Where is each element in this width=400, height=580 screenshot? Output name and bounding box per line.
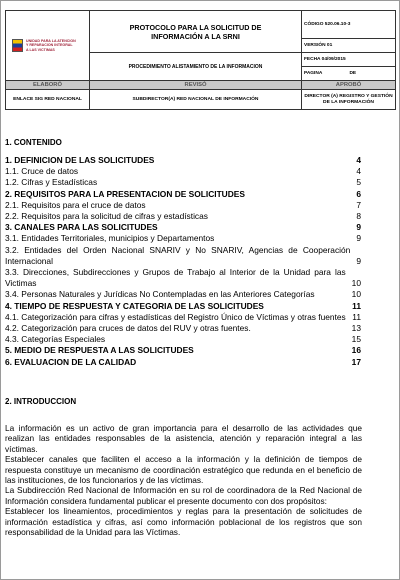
toc-entry[interactable] <box>5 189 361 200</box>
document-header <box>5 10 396 110</box>
toc-entry-title: 1.1. Cruce de datos <box>5 166 79 177</box>
unidad-victimas-logo <box>8 39 87 52</box>
toc-entry-page: 15 <box>351 334 361 345</box>
toc-entry[interactable] <box>5 267 361 289</box>
toc-entry-title: 5. MEDIO DE RESPUESTA A LAS SOLICITUDES <box>5 345 194 356</box>
logo-cell <box>6 11 90 81</box>
colombia-seal-icon <box>12 39 23 52</box>
toc-entry-title: 2.1. Requisitos para el cruce de datos <box>5 199 146 210</box>
toc-entry[interactable] <box>5 155 361 166</box>
toc-entry[interactable] <box>5 177 361 188</box>
toc-entry-page: 7 <box>356 199 361 210</box>
toc-entry[interactable] <box>5 323 361 334</box>
toc-entry-page: 9 <box>356 255 361 266</box>
toc-entry[interactable] <box>5 312 361 323</box>
toc-entry-title: 4.2. Categorización para cruces de datos del RUV y otras fuentes. <box>5 323 251 334</box>
reviso-header: REVISÓ <box>90 81 302 90</box>
table-of-contents <box>5 155 361 368</box>
toc-entry-page: 10 <box>351 278 361 289</box>
aprobo-value: DIRECTOR (A) REGISTRO Y GESTIÓN DE LA INFORMACIÓN <box>302 90 396 110</box>
toc-entry-title: 3.3. Direcciones, Subdirecciones y Grupos de Trabajo al Interior de la Unidad para las Victimas <box>5 267 346 289</box>
reviso-value: SUBDIRECTOR(A) RED NACIONAL DE INFORMACIÓN <box>90 90 302 110</box>
toc-entry-title: 4. TIEMPO DE RESPUESTA Y CATEGORIA DE LAS SOLICITUDES <box>5 300 264 311</box>
toc-entry-title: 6. EVALUACION DE LA CALIDAD <box>5 356 137 367</box>
document-title <box>90 11 302 53</box>
intro-paragraph: La Subdirección Red Nacional de Información en su rol de coordinadora de la Red Nacional de Información considera fundamental publicar el presente documento con dos propósitos: <box>5 485 362 506</box>
logo-line: UNIDAD PARA LA ATENCION <box>26 39 76 44</box>
toc-entry[interactable] <box>5 166 361 177</box>
toc-entry-title: 4.1. Categorización para cifras y estadísticas del Registro Único de Víctimas y otras fuentes <box>5 311 346 322</box>
introduction-body <box>5 423 362 537</box>
toc-entry[interactable] <box>5 245 361 267</box>
toc-entry-page: 6 <box>356 188 361 199</box>
toc-entry-title: 3.1. Entidades Territoriales, municipios y Departamentos <box>5 233 215 244</box>
toc-entry[interactable] <box>5 211 361 222</box>
toc-entry-title: 2.2. Requisitos para la solicitud de cifras y estadísticas <box>5 211 208 222</box>
de-label: DE <box>349 70 357 76</box>
toc-entry-title: 1.2. Cifras y Estadísticas <box>5 177 98 188</box>
toc-entry-page: 9 <box>356 222 361 233</box>
toc-entry[interactable] <box>5 200 361 211</box>
pagina-cell <box>302 67 396 81</box>
toc-entry[interactable] <box>5 222 361 233</box>
toc-entry-page: 9 <box>356 233 361 244</box>
toc-entry[interactable] <box>5 233 361 244</box>
toc-entry[interactable] <box>5 289 361 300</box>
toc-entry-title: 4.3. Categorías Especiales <box>5 334 106 345</box>
toc-entry-title: 1. DEFINICION DE LAS SOLICITUDES <box>5 155 155 165</box>
toc-heading: 1. CONTENIDO <box>5 138 62 147</box>
intro-paragraph: Establecer los lineamientos, procedimientos y reglas para la presentación de solicitudes de información estadística y cifras, así como información poblacional de los registros que son responsabilidad de la Unidad para las Víctimas. <box>5 506 362 538</box>
pagina-label: PAGINA <box>304 70 323 76</box>
toc-entry-page: 10 <box>351 289 361 300</box>
title-line: INFORMACIÓN A LA SRNI <box>151 31 240 41</box>
logo-line: A LAS VICTIMAS <box>26 47 55 52</box>
toc-entry-page: 11 <box>352 300 361 311</box>
toc-entry-page: 13 <box>351 323 361 334</box>
toc-entry-page: 16 <box>351 345 361 356</box>
version-cell: VERSIÓN 01 <box>302 39 396 53</box>
toc-entry-title: 2. REQUISITOS PARA LA PRESENTACION DE SOLICITUDES <box>5 188 245 199</box>
intro-paragraph: La información es un activo de gran importancia para el desarrollo de las actividades que realizan las entidades responsables de la asistencia, atención y reparación integral a las víctimas. <box>5 423 362 454</box>
toc-entry-page: 5 <box>356 177 361 188</box>
toc-entry-page: 4 <box>356 166 361 177</box>
toc-entry-page: 17 <box>351 356 361 367</box>
toc-entry-title: 3.2. Entidades del Orden Nacional SNARIV y No SNARIV, Agencias de Cooperación Internacional <box>5 244 351 266</box>
toc-entry-page: 11 <box>352 311 361 322</box>
intro-heading: 2. INTRODUCCION <box>5 397 77 406</box>
toc-entry-title: 3.4. Personas Naturales y Jurídicas No Contempladas en las Anteriores Categorías <box>5 289 315 300</box>
codigo-cell: CÓDIGO 520.06.10-3 <box>302 11 396 39</box>
title-line: PROTOCOLO PARA LA SOLICITUD DE <box>129 22 262 32</box>
logo-line: Y REPARACION INTEGRAL <box>26 43 73 48</box>
toc-entry-page: 4 <box>356 155 361 165</box>
fecha-cell: FECHA 04/09/2015 <box>302 53 396 67</box>
toc-entry[interactable] <box>5 345 361 356</box>
toc-entry[interactable] <box>5 357 361 368</box>
toc-entry-page: 8 <box>356 211 361 222</box>
toc-entry[interactable] <box>5 334 361 345</box>
toc-entry-title: 3. CANALES PARA LAS SOLICITUDES <box>5 222 158 233</box>
elaboro-value: ENLACE SIG RED NACIONAL <box>6 90 90 110</box>
aprobo-header: APROBÓ <box>302 81 396 90</box>
intro-paragraph: Establecer canales que faciliten el acceso a la información y la definición de tiempos de respuesta constituye un mecanismo de coordinación estratégico que redunda en el beneficio de las instituciones, de los funcionarios y de las víctimas. <box>5 454 362 486</box>
elaboro-header: ELABORÓ <box>6 81 90 90</box>
toc-entry[interactable] <box>5 301 361 312</box>
procedure-name: PROCEDIMIENTO ALISTAMIENTO DE LA INFORMACION <box>90 53 302 81</box>
